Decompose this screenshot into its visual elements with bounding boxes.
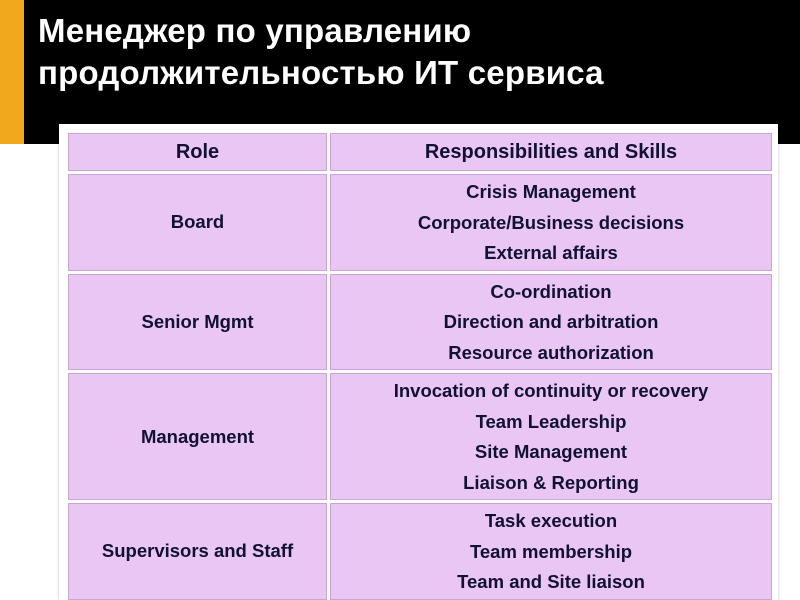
accent-bar — [0, 0, 24, 144]
responsibility-item: External affairs — [484, 242, 618, 263]
role-cell: Management — [67, 372, 329, 502]
responsibilities-cell — [329, 372, 774, 502]
table-header-row — [67, 132, 774, 173]
responsibility-item: Task execution — [484, 510, 618, 531]
responsibility-item: Team membership — [469, 540, 633, 562]
role-cell: Senior Mgmt — [67, 272, 329, 372]
role-cell: Board — [67, 173, 329, 273]
table-row — [67, 272, 774, 372]
slide-title-line: Менеджер по управлению — [38, 12, 472, 49]
slide-title — [38, 10, 778, 94]
slide-title-line: продолжительностью ИТ сервиса — [38, 54, 604, 91]
responsibilities-cell — [329, 502, 774, 600]
column-header-role: Role — [67, 132, 329, 173]
table-row — [67, 502, 774, 600]
table-row — [67, 173, 774, 273]
table-row — [67, 372, 774, 502]
responsibility-item: Resource authorization — [448, 341, 654, 363]
responsibility-item: Crisis Management — [466, 181, 636, 202]
role-cell: Supervisors and Staff — [67, 502, 329, 600]
responsibilities-cell — [329, 173, 774, 273]
responsibility-item: Invocation of continuity or recovery — [393, 380, 709, 401]
responsibility-item: Co-ordination — [490, 280, 612, 302]
responsibility-item: Team and Site liaison — [457, 571, 645, 592]
responsibility-item: Direction and arbitration — [443, 311, 659, 332]
responsibility-item: Corporate/Business decisions — [417, 211, 685, 233]
column-header-responsibilities: Responsibilities and Skills — [329, 132, 774, 173]
responsibilities-cell — [329, 272, 774, 372]
roles-table — [65, 130, 775, 600]
roles-table-frame — [59, 124, 778, 600]
responsibility-item: Site Management — [474, 441, 628, 462]
responsibility-item: Liaison & Reporting — [463, 471, 639, 493]
responsibility-item: Team Leadership — [475, 410, 627, 432]
